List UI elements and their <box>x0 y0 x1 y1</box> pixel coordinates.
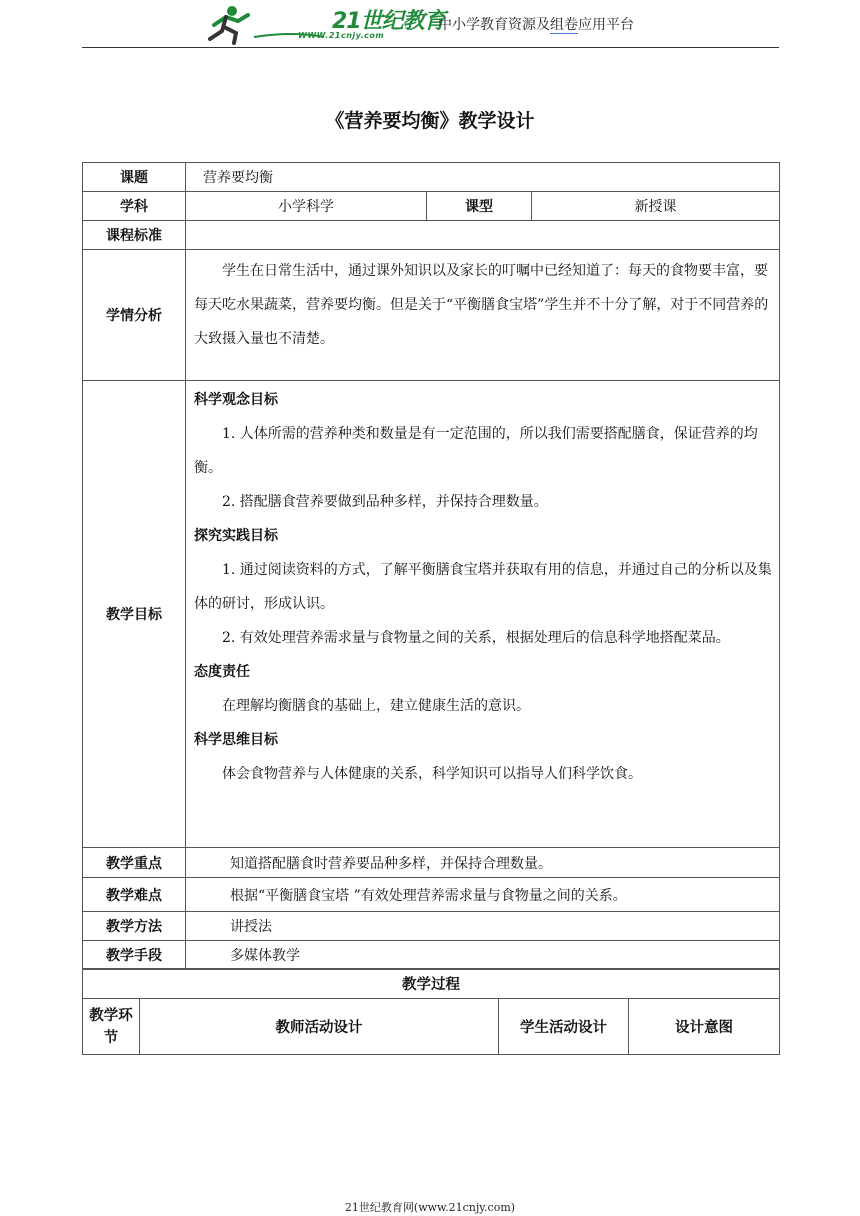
teaching-process-table <box>82 968 780 1055</box>
col-stage: 教学环节 <box>83 999 140 1055</box>
process-title: 教学过程 <box>83 969 780 999</box>
page-header <box>82 0 779 48</box>
analysis-text: 学生在日常生活中，通过课外知识以及家长的叮嘱中已经知道了：每天的食物要丰富，要每天吃水果蔬菜，营养要均衡。但是关于“平衡膳食宝塔”学生并不十分了解，对于不同营养的大致摄入量也不清楚。 <box>194 263 769 347</box>
analysis-text-cell <box>186 250 780 381</box>
analysis-row <box>83 250 780 381</box>
page-title: 《营养要均衡》教学设计 <box>325 110 535 132</box>
goal-text: 2. 有效处理营养需求量与食物量之间的关系，根据处理后的信息科学地搭配菜品。 <box>222 630 730 646</box>
method-label: 教学方法 <box>83 912 186 941</box>
goal-text: 2. 搭配膳食营养要做到品种多样，并保持合理数量。 <box>222 494 548 510</box>
goals-cell <box>186 381 780 848</box>
platform-text-c: 应用平台 <box>578 17 634 33</box>
key-point-row <box>83 848 780 878</box>
platform-text-b: 组卷 <box>550 17 578 33</box>
goal-heading-concept: 科学观念目标 <box>194 392 278 408</box>
goal-text: 在理解均衡膳食的基础上，建立健康生活的意识。 <box>222 698 530 714</box>
logo-url: WWW.21cnjy.com <box>298 31 385 40</box>
means-row <box>83 941 780 970</box>
subject-value: 小学科学 <box>186 192 427 221</box>
topic-label: 课题 <box>83 163 186 192</box>
topic-row <box>83 163 780 192</box>
goals-label: 教学目标 <box>83 381 186 848</box>
goal-heading-practice: 探究实践目标 <box>194 528 278 544</box>
process-title-row <box>83 969 780 999</box>
means-value: 多媒体教学 <box>186 941 780 970</box>
goal-text: 1. 人体所需的营养种类和数量是有一定范围的，所以我们需要搭配膳食，保证营养的均衡。 <box>194 426 758 476</box>
difficulty-label: 教学难点 <box>83 878 186 912</box>
col-teacher: 教师活动设计 <box>140 999 499 1055</box>
platform-text-a: 中小学教育资源及 <box>438 17 550 33</box>
standard-label: 课程标准 <box>83 221 186 250</box>
col-student: 学生活动设计 <box>499 999 629 1055</box>
platform-name <box>438 14 634 34</box>
key-point-label: 教学重点 <box>83 848 186 878</box>
process-header-row <box>83 999 780 1055</box>
logo-text: 21世纪教育 <box>332 9 445 34</box>
subject-label: 学科 <box>83 192 186 221</box>
means-label: 教学手段 <box>83 941 186 970</box>
type-value: 新授课 <box>532 192 780 221</box>
goals-row <box>83 381 780 848</box>
method-value: 讲授法 <box>186 912 780 941</box>
key-point-value: 知道搭配膳食时营养要品种多样，并保持合理数量。 <box>186 848 780 878</box>
lesson-info-table <box>82 162 780 970</box>
type-label: 课型 <box>427 192 532 221</box>
difficulty-value: 根据“平衡膳食宝塔 ”有效处理营养需求量与食物量之间的关系。 <box>186 878 780 912</box>
goal-text: 体会食物营养与人体健康的关系，科学知识可以指导人们科学饮食。 <box>222 766 642 782</box>
subject-row <box>83 192 780 221</box>
goal-heading-thinking: 科学思维目标 <box>194 732 278 748</box>
goal-text: 1. 通过阅读资料的方式，了解平衡膳食宝塔并获取有用的信息，并通过自己的分析以及集体的研讨，形成认识。 <box>194 562 772 612</box>
col-intent: 设计意图 <box>629 999 780 1055</box>
method-row <box>83 912 780 941</box>
topic-value: 营养要均衡 <box>186 163 780 192</box>
goal-heading-attitude: 态度责任 <box>194 664 250 680</box>
standard-row <box>83 221 780 250</box>
analysis-label: 学情分析 <box>83 250 186 381</box>
difficulty-row <box>83 878 780 912</box>
standard-value <box>186 221 780 250</box>
page-footer: 21世纪教育网(www.21cnjy.com) <box>344 1201 516 1214</box>
